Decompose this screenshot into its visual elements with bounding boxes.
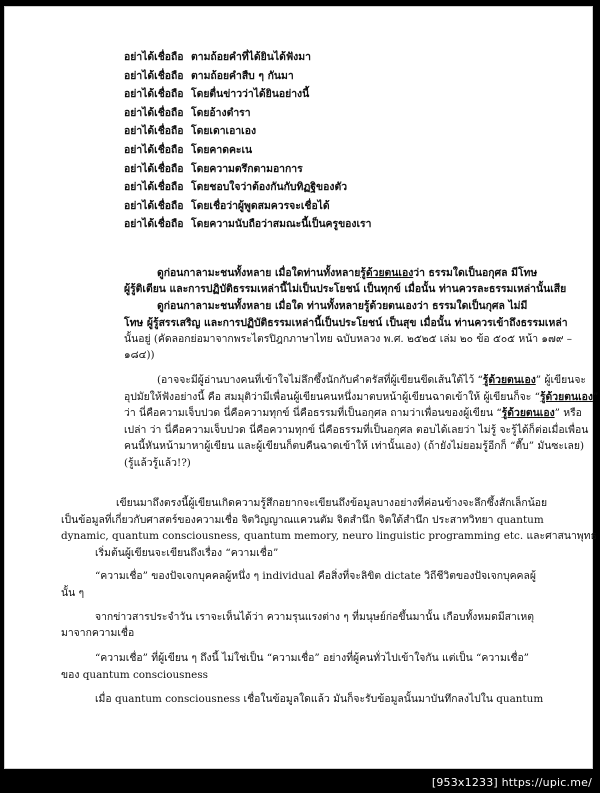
list-item-prefix: อย่าได้เชื่อถือ bbox=[124, 199, 184, 212]
list-item-text: โดยอ้างตำรา bbox=[191, 106, 251, 119]
list-item-text: ตามถ้อยคำที่ได้ยินได้ฟังมา bbox=[191, 51, 311, 63]
paragraph-line: เขียนมาถึงตรงนี้ผู้เขียนเกิดความรู้สึกอยากจะเขียนถึงข้อมูลบางอย่างที่ค่อนข้างจะลึกซึ้งสักเล็กน้อย bbox=[116, 497, 548, 509]
paragraph-line: คนนี้หันหน้ามาหาผู้เขียน และผู้เขียนก็ตบคืนฉาดเข้าให้ เท่านั้นเอง) (ถ้ายังไม่ยอมรู้อีกก็ “ตื๊บ” มันซะเลย) bbox=[124, 440, 585, 452]
paragraph-line: (รู้แล้วรู้แล้ว!?) bbox=[124, 457, 191, 469]
paragraph-line: ดูก่อนกาลามะชนทั้งหลาย เมื่อใดท่านทั้งหลายรู้ด้วยตนเองว่า ธรรมใดเป็นอกุศล มีโทษ bbox=[157, 267, 538, 279]
paragraph-line: “ความเชื่อ” ที่ผู้เขียน ๆ ถึงนี้ ไม่ใช่เป็น “ความเชื่อ” อย่างที่ผู้คนทั่วไปเข้าใจกัน แต่เป็น “ความเชื่อ” bbox=[95, 652, 529, 664]
list-item-prefix: อย่าได้เชื่อถือ bbox=[124, 162, 184, 175]
paragraph-line: นั้น ๆ bbox=[61, 587, 85, 599]
image-host-footer: [953x1233] https://upic.me/ bbox=[431, 776, 592, 789]
list-item-text: โดยคาดคะเน bbox=[191, 144, 253, 156]
document-page bbox=[4, 6, 599, 769]
paragraph-line: ๑๘๔)) bbox=[124, 349, 155, 361]
list-item-text: โดยตื่นข่าวว่าได้ยินอย่างนี้ bbox=[191, 88, 310, 101]
paragraph-line: เมื่อ quantum consciousness เชื่อในข้อมูลใดแล้ว มันก็จะรับข้อมูลนั้นมาบันทึกลงไปใน quantum bbox=[95, 693, 544, 705]
list-item-text: โดยเชื่อว่าผู้พูดสมควรจะเชื่อได้ bbox=[191, 199, 330, 212]
list-item-text: โดยชอบใจว่าต้องกันกับทิฏฐิของตัว bbox=[191, 181, 348, 194]
paragraph-line: ดูก่อนกาลามะชนทั้งหลาย เมื่อใด ท่านทั้งหลายรู้ด้วยตนเองว่า ธรรมใดเป็นกุศล ไม่มี bbox=[157, 300, 528, 312]
paragraph-line: dynamic, quantum consciousness, quantum memory, neuro linguistic programming etc. และศาสนาพุทธ bbox=[61, 530, 597, 542]
paragraph-line: “ความเชื่อ” ของปัจเจกบุคคลผู้หนึ่ง ๆ individual คือสิ่งที่จะลิขิต dictate วิถีชีวิตของปัจเจกบุคคลผู้ bbox=[95, 570, 536, 582]
paragraph-line: โทษ ผู้รู้สรรเสริญ และการปฏิบัติธรรมเหล่านี้เป็นประโยชน์ เป็นสุข เมื่อนั้น ท่านควรเข้าถึงธรรมเหล่า bbox=[124, 317, 568, 329]
list-item-text: โดยความตรึกตามอาการ bbox=[191, 162, 303, 175]
list-item-prefix: อย่าได้เชื่อถือ bbox=[124, 144, 184, 156]
paragraph-line: ของ quantum consciousness bbox=[61, 669, 209, 681]
list-item-prefix: อย่าได้เชื่อถือ bbox=[124, 218, 184, 231]
list-item-text: โดยความนับถือว่าสมณะนี้เป็นครูของเรา bbox=[191, 218, 372, 231]
paragraph-line: จากข่าวสารประจำวัน เราจะเห็นได้ว่า ความรุนแรงต่าง ๆ ที่มนุษย์ก่อขึ้นมานั้น เกือบทั้งหมดมีสาเหตุ bbox=[95, 611, 534, 623]
list-item-prefix: อย่าได้เชื่อถือ bbox=[124, 69, 184, 82]
list-item-prefix: อย่าได้เชื่อถือ bbox=[124, 125, 184, 138]
list-item-prefix: อย่าได้เชื่อถือ bbox=[124, 51, 184, 63]
list-item-prefix: อย่าได้เชื่อถือ bbox=[124, 181, 184, 194]
list-item-text: โดยเดาเอาเอง bbox=[191, 125, 257, 138]
paragraph-line: นั้นอยู่ (คัดลอกย่อมาจากพระไตรปิฎกภาษาไทย ฉบับหลวง พ.ศ. ๒๕๒๕ เล่ม ๒๐ ข้อ ๕๐๕ หน้า ๑๗๙ – bbox=[124, 333, 572, 345]
list-item-prefix: อย่าได้เชื่อถือ bbox=[124, 88, 184, 101]
paragraph-line: (อาจจะมีผู้อ่านบางคนที่เข้าใจไม่ลึกซึ้งนักกับคำตรัสที่ผู้เขียนขีดเส้นใต้ไว้ “รู้ด้วยตนเอง” ผู้เขียนจะ bbox=[157, 374, 586, 386]
paragraph-line: เริ่มต้นผู้เขียนจะเขียนถึงเรื่อง “ความเชื่อ” bbox=[95, 547, 279, 559]
paragraph-line: มาจากความเชื่อ bbox=[61, 627, 135, 639]
paragraph-line: เป็นข้อมูลที่เกี่ยวกับศาสตร์ของความเชื่อ จิตวิญญาณแควนตัม จิตสำนึก จิตใต้สำนึก ประสาทวิทยา quantum bbox=[61, 514, 544, 526]
paragraph-line: ว่า นี่คือความเจ็บปวด นี่คือความทุกข์ นี่คือธรรมที่เป็นอกุศล ถามว่าเพื่อนของผู้เขียน “รู้ด้วยตนเอง” หรือ bbox=[124, 407, 582, 419]
paragraph-line: ผู้รู้ติเตียน และการปฏิบัติธรรมเหล่านี้ไม่เป็นประโยชน์ เป็นทุกข์ เมื่อนั้น ท่านควรละธรรมเหล่านั้นเสีย bbox=[124, 283, 567, 295]
list-item-text: ตามถ้อยคำสืบ ๆ กันมา bbox=[191, 69, 294, 82]
paragraph-line: อุปมัยให้ฟังอย่างนี้ คือ สมมุติว่ามีเพื่อนผู้เขียนคนหนึ่งมาตบหน้าผู้เขียนฉาดเข้าให้ ผู้เขียนก็จะ “รู้ด้วยตนเอง” bbox=[124, 391, 599, 403]
paragraph-line: เปล่า ว่า นี่คือความเจ็บปวด นี่คือความทุกข์ นี่คือธรรมที่เป็นอกุศล ตอบได้เลยว่า ไม่รู้ จะรู้ได้ก็ต่อเมื่อเพื่อน bbox=[124, 424, 589, 436]
list-item-prefix: อย่าได้เชื่อถือ bbox=[124, 106, 184, 119]
